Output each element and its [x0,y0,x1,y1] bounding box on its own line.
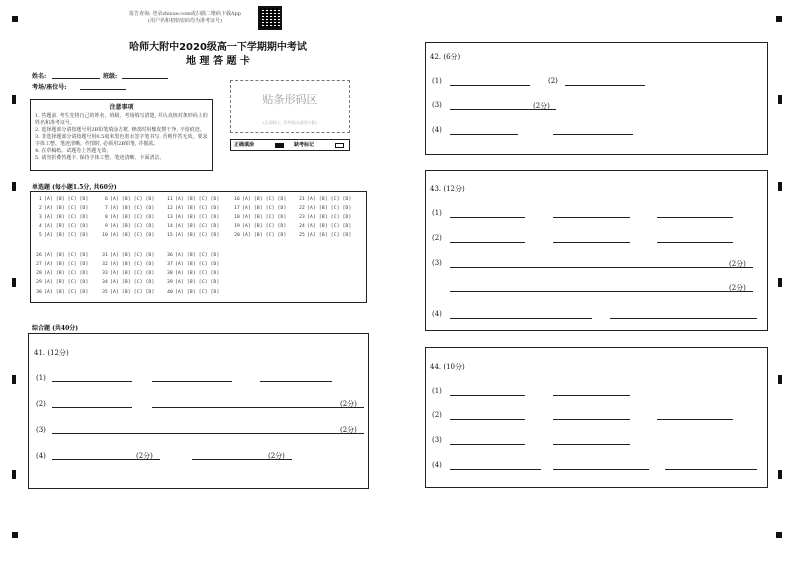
choice-question[interactable] [100,253,155,258]
choice-question[interactable] [165,215,220,220]
choice-question-number: 14 [167,224,173,229]
timing-mark [778,182,782,191]
choice-question[interactable] [297,197,352,202]
choice-options[interactable]: [A] [B] [C] [D] [242,197,287,202]
qr-code [258,6,282,30]
correct-fill-label: 正确填涂 [234,142,255,148]
q42-sub3-label: (3) [432,101,442,109]
q42-sub1-answer[interactable] [450,85,530,86]
notes-title: 注意事项 [109,104,134,111]
choice-options[interactable]: [A] [B] [C] [D] [242,233,287,238]
choice-options[interactable]: [A] [B] [C] [D] [175,206,220,211]
choice-question[interactable] [297,224,352,229]
q44-sub1-label: (1) [432,387,442,395]
notes-item: 5. 请勿折叠答题卡, 保持字体工整、笔迹清晰、卡面清洁。 [35,155,165,161]
registration-mark [776,532,782,538]
choice-options[interactable]: [A] [B] [C] [D] [175,262,220,267]
choice-question-number: 31 [102,253,108,258]
choice-question[interactable] [34,262,89,267]
q44-sub1-answer[interactable] [553,395,630,396]
q42-sub2-answer[interactable] [565,85,645,86]
choice-options[interactable]: [A] [B] [C] [D] [110,224,155,229]
report-notice [115,11,255,25]
registration-mark [12,16,18,22]
choice-question[interactable] [165,290,220,295]
timing-mark [778,278,782,287]
school-title: 哈师大附中2020级高一下学期期中考试 [129,42,307,53]
choice-question[interactable] [232,197,287,202]
q43-sub1-answer[interactable] [657,217,733,218]
choice-question[interactable] [100,233,155,238]
q44-sub2-answer[interactable] [657,419,733,420]
q41-sub4-points: (2分) [136,452,153,460]
correct-fill-sample [275,143,284,148]
q42-box [425,42,768,155]
notes-item: 1. 答题前, 考生先将自己的姓名、班级、考场填写清楚, 并认真核对条形码上的姓名和准考证号。 [35,113,208,126]
choice-options[interactable]: [A] [B] [C] [D] [44,262,89,267]
q44-sub2-answer[interactable] [553,419,630,420]
timing-mark [12,278,16,287]
exam-room-field[interactable] [80,89,126,90]
choice-question-number: 22 [299,206,305,211]
choice-question-number: 13 [167,215,173,220]
absent-mark-box[interactable] [335,143,344,148]
choice-options[interactable]: [A] [B] [C] [D] [44,215,89,220]
choice-options[interactable]: [A] [B] [C] [D] [307,197,352,202]
q43-sub2-answer[interactable] [450,242,525,243]
timing-mark [12,375,16,384]
q42-sub2-label: (2) [548,77,558,85]
sheet-title: 地 理 答 题 卡 [186,56,250,67]
choice-question[interactable] [297,206,352,211]
choice-question[interactable] [34,215,89,220]
q43-sub4-answer[interactable] [610,318,757,319]
choice-question-number: 23 [299,215,305,220]
choice-options[interactable]: [A] [B] [C] [D] [175,197,220,202]
absent-mark-label: 缺考标记 [294,142,315,148]
barcode-area [230,80,350,133]
q41-sub3-label: (3) [36,426,46,434]
choice-options[interactable]: [A] [B] [C] [D] [110,233,155,238]
choice-options[interactable]: [A] [B] [C] [D] [242,224,287,229]
q41-sub1-answer[interactable] [52,381,132,382]
q41-sub4-label: (4) [36,452,46,460]
choice-options[interactable]: [A] [B] [C] [D] [44,224,89,229]
choice-question[interactable] [34,290,89,295]
choice-options[interactable]: [A] [B] [C] [D] [307,206,352,211]
q43-sub1-answer[interactable] [553,217,630,218]
q42-sub4-label: (4) [432,126,442,134]
choice-question-number: 24 [299,224,305,229]
choice-options[interactable]: [A] [B] [C] [D] [44,271,89,276]
choice-question-number: 40 [167,290,173,295]
choice-question[interactable] [297,233,352,238]
registration-mark [776,16,782,22]
choice-question[interactable] [165,233,220,238]
choice-question[interactable] [100,197,155,202]
choice-options[interactable]: [A] [B] [C] [D] [175,290,220,295]
q41-sub4-points: (2分) [268,452,285,460]
choice-question-number: 1 [39,197,42,202]
q44-sub4-answer[interactable] [665,469,757,470]
choice-question-number: 18 [234,215,240,220]
choice-question[interactable] [34,280,89,285]
barcode-label: 贴条形码区 [262,93,318,106]
choice-question-number: 11 [167,197,173,202]
choice-question-number: 8 [105,215,108,220]
q43-sub3-answer[interactable] [450,291,753,292]
choice-question[interactable] [100,271,155,276]
choice-question[interactable] [165,280,220,285]
choice-options[interactable]: [A] [B] [C] [D] [44,290,89,295]
choice-question[interactable] [100,262,155,267]
timing-mark [778,470,782,479]
choice-options[interactable]: [A] [B] [C] [D] [110,206,155,211]
choice-question-number: 29 [36,280,42,285]
choice-question[interactable] [34,197,89,202]
choice-question-number: 10 [102,233,108,238]
name-label: 姓名: [32,73,47,80]
notes-item: 4. 在草稿纸、试题卷上答题无效。 [35,148,112,154]
q44-title: 44. (10分) [430,363,465,371]
choice-question-number: 25 [299,233,305,238]
timing-mark [12,95,16,104]
choice-question-number: 35 [102,290,108,295]
choice-question[interactable] [100,290,155,295]
q43-sub4-answer[interactable] [450,318,592,319]
choice-question[interactable] [34,206,89,211]
q41-sub3-answer[interactable] [52,433,364,434]
q44-sub2-label: (2) [432,411,442,419]
q41-sub1-label: (1) [36,374,46,382]
q41-sub3-points: (2分) [340,426,357,434]
q44-sub4-answer[interactable] [553,469,649,470]
choice-question[interactable] [100,215,155,220]
choice-options[interactable]: [A] [B] [C] [D] [110,215,155,220]
q42-sub1-label: (1) [432,77,442,85]
q44-sub3-answer[interactable] [450,444,525,445]
choice-options[interactable]: [A] [B] [C] [D] [44,233,89,238]
choice-question-number: 9 [105,224,108,229]
q44-sub3-label: (3) [432,436,442,444]
choice-question[interactable] [232,206,287,211]
choice-question-number: 15 [167,233,173,238]
choice-question[interactable] [100,206,155,211]
notes-item: 3. 非选择题部分请按题号用0.5毫米黑色墨水签字笔书写, 否则作答无效。要求字体工整、笔迹清晰。作图时, 必须用2B铅笔, 并描浓。 [35,134,208,147]
q43-box [425,170,768,331]
choice-question-number: 3 [39,215,42,220]
choice-question[interactable] [165,197,220,202]
choice-options[interactable]: [A] [B] [C] [D] [110,197,155,202]
choice-options[interactable]: [A] [B] [C] [D] [175,215,220,220]
choice-question-number: 4 [39,224,42,229]
q41-sub1-answer[interactable] [260,381,332,382]
q44-sub1-answer[interactable] [450,395,525,396]
choice-options[interactable]: [A] [B] [C] [D] [307,215,352,220]
choice-question-number: 39 [167,280,173,285]
choice-options[interactable]: [A] [B] [C] [D] [110,280,155,285]
q44-sub4-answer[interactable] [450,469,541,470]
choice-options[interactable]: [A] [B] [C] [D] [44,197,89,202]
choice-options[interactable]: [A] [B] [C] [D] [110,253,155,258]
choice-options[interactable]: [A] [B] [C] [D] [44,253,89,258]
choice-question-number: 17 [234,206,240,211]
choice-question[interactable] [165,262,220,267]
notes-box [30,99,213,171]
q43-sub3-answer[interactable] [450,267,753,268]
choice-options[interactable]: [A] [B] [C] [D] [175,224,220,229]
choice-question[interactable] [34,233,89,238]
exam-room-label: 考场/座位号: [32,84,67,91]
choice-question-number: 21 [299,197,305,202]
fill-legend [230,139,350,151]
q41-sub2-points: (2分) [340,400,357,408]
q42-sub4-answer[interactable] [553,134,633,135]
choice-question-number: 12 [167,206,173,211]
q43-sub2-label: (2) [432,234,442,242]
choice-question-number: 2 [39,206,42,211]
timing-mark [778,95,782,104]
q42-title: 42. (6分) [430,53,461,61]
choice-question[interactable] [165,224,220,229]
timing-mark [12,182,16,191]
choice-question[interactable] [232,215,287,220]
q43-title: 43. (12分) [430,185,465,193]
q42-sub3-points: (2分) [533,102,550,110]
choice-options[interactable]: [A] [B] [C] [D] [175,271,220,276]
choice-question-number: 37 [167,262,173,267]
choice-options[interactable]: [A] [B] [C] [D] [175,253,220,258]
q44-box [425,347,768,488]
choice-options[interactable]: [A] [B] [C] [D] [44,206,89,211]
choice-options[interactable]: [A] [B] [C] [D] [307,224,352,229]
choice-options[interactable]: [A] [B] [C] [D] [242,215,287,220]
choice-question[interactable] [165,253,220,258]
q41-box [28,333,369,489]
report-notice-line2: (用户名和初始密码均为准考证号) [148,18,222,24]
choice-question-number: 30 [36,290,42,295]
choice-question[interactable] [232,224,287,229]
choice-question-number: 26 [36,253,42,258]
notes-item: 2. 选择题部分请按题号用2B铅笔填涂方框, 修改时用橡皮擦干净, 不留痕迹。 [35,127,205,133]
q41-sub2-answer[interactable] [52,407,132,408]
timing-mark [778,375,782,384]
choice-question[interactable] [34,271,89,276]
q41-title: 41. (12分) [34,349,69,357]
choice-question-number: 16 [234,197,240,202]
choice-options[interactable]: [A] [B] [C] [D] [307,233,352,238]
choice-question-number: 32 [102,262,108,267]
name-field[interactable] [52,78,100,79]
registration-mark [12,532,18,538]
q43-sub2-answer[interactable] [553,242,630,243]
choice-question[interactable] [34,224,89,229]
choice-options[interactable]: [A] [B] [C] [D] [175,233,220,238]
choice-question[interactable] [297,215,352,220]
q43-sub3-points: (2分) [729,260,746,268]
choice-question-number: 28 [36,271,42,276]
q41-sub2-answer[interactable] [152,407,364,408]
q43-sub3-label: (3) [432,259,442,267]
q44-sub3-answer[interactable] [553,444,630,445]
choice-question-number: 34 [102,280,108,285]
choice-question-number: 20 [234,233,240,238]
q44-sub4-label: (4) [432,461,442,469]
choice-question[interactable] [165,271,220,276]
q43-sub1-answer[interactable] [450,217,525,218]
choice-question-number: 6 [105,197,108,202]
choice-question[interactable] [34,253,89,258]
q44-sub2-answer[interactable] [450,419,525,420]
choice-question-number: 19 [234,224,240,229]
choice-options[interactable]: [A] [B] [C] [D] [110,271,155,276]
choice-question-number: 27 [36,262,42,267]
class-field[interactable] [122,78,168,79]
choice-question[interactable] [100,280,155,285]
choice-question-number: 38 [167,271,173,276]
timing-mark [12,470,16,479]
barcode-hint: (正面朝上, 切勿贴出虚线方框) [263,120,317,125]
q43-sub4-label: (4) [432,310,442,318]
choice-options[interactable]: [A] [B] [C] [D] [175,280,220,285]
class-label: 班级: [103,73,118,80]
q43-sub2-answer[interactable] [657,242,733,243]
choice-question-number: 7 [105,206,108,211]
comprehensive-title: 综合题 (共40分) [32,325,79,332]
choice-question[interactable] [100,224,155,229]
choice-question-number: 33 [102,271,108,276]
choice-options[interactable]: [A] [B] [C] [D] [110,290,155,295]
report-notice-line1: 报告查询: 登录zhixue.com或扫描二维码下载App [129,11,241,17]
single-choice-title: 单选题 (每小题1.5分, 共60分) [32,184,117,191]
choice-question[interactable] [232,233,287,238]
choice-question-number: 36 [167,253,173,258]
choice-options[interactable]: [A] [B] [C] [D] [110,262,155,267]
choice-question[interactable] [165,206,220,211]
choice-options[interactable]: [A] [B] [C] [D] [242,206,287,211]
q43-sub3-points: (2分) [729,284,746,292]
choice-question-number: 5 [39,233,42,238]
q42-sub4-answer[interactable] [450,134,518,135]
q41-sub2-label: (2) [36,400,46,408]
q41-sub1-answer[interactable] [152,381,232,382]
choice-options[interactable]: [A] [B] [C] [D] [44,280,89,285]
q43-sub1-label: (1) [432,209,442,217]
